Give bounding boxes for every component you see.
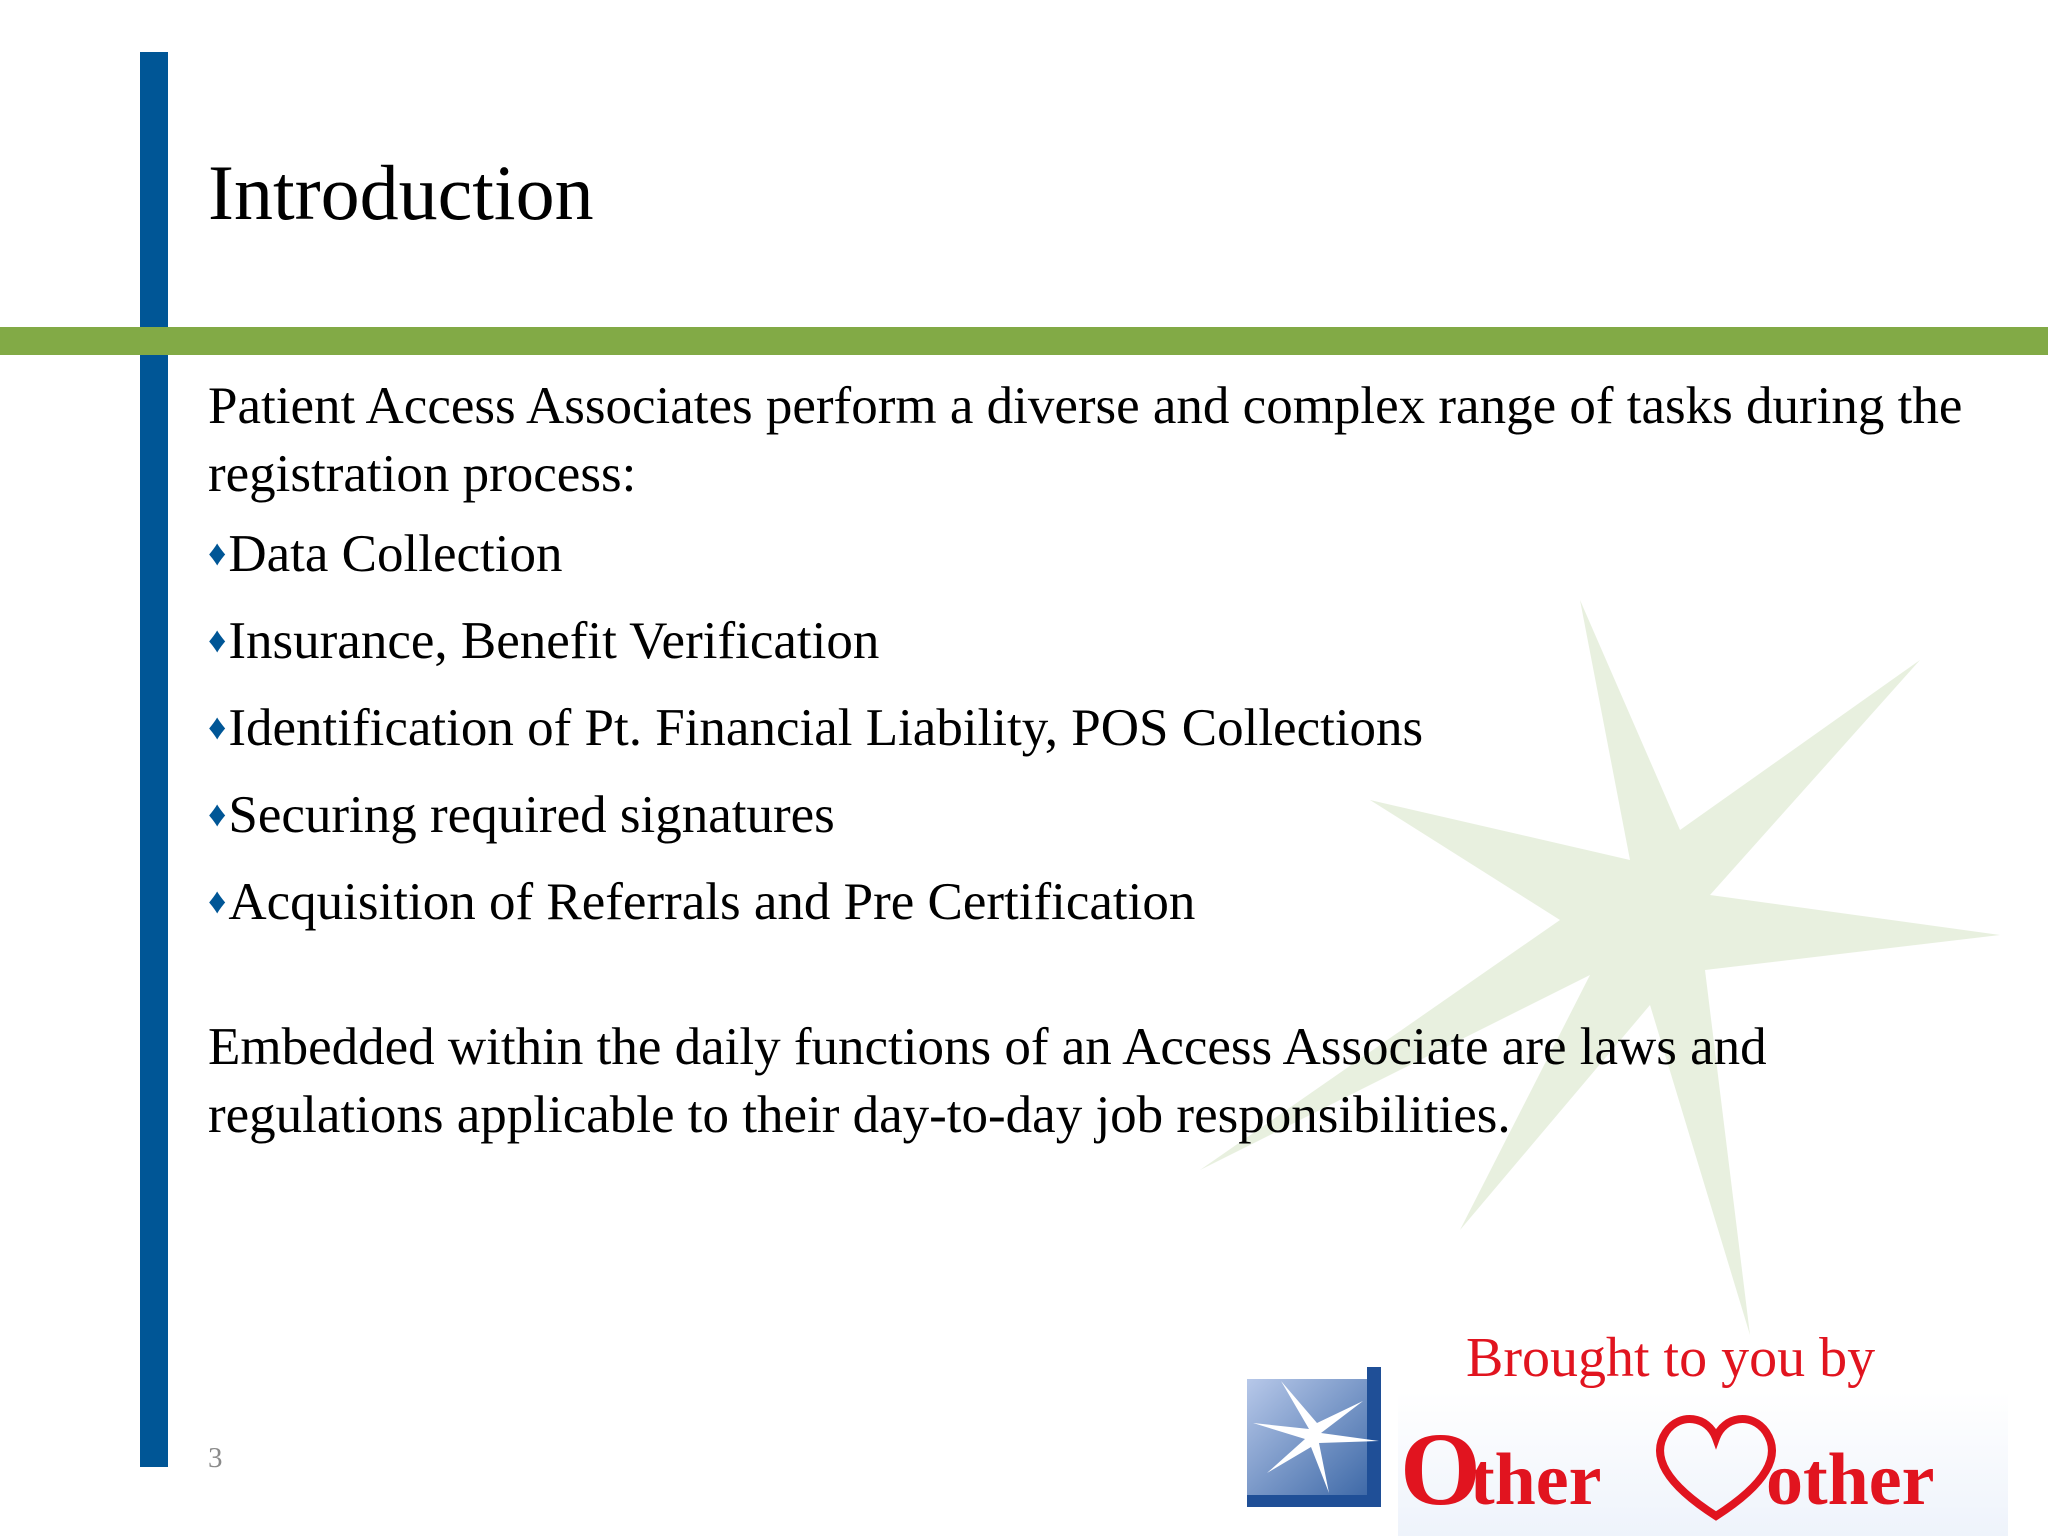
closing-paragraph: Embedded within the daily functions of an Access Associate are laws and regulations applicable to their day-to-day job responsibilities. — [208, 1018, 1767, 1144]
svg-text:ther: ther — [1470, 1439, 1602, 1521]
list-item-text: Insurance, Benefit Verification — [228, 612, 880, 670]
list-item-text: Securing required signatures — [228, 786, 835, 844]
svg-text:O: O — [1400, 1412, 1481, 1527]
list-item — [208, 520, 1998, 593]
othermother-wordmark — [1398, 1392, 2008, 1536]
vertical-accent-bar — [140, 52, 168, 1467]
horizontal-accent-bar — [0, 327, 2048, 355]
diamond-bullet-icon: ♦ — [208, 707, 227, 747]
list-item — [208, 607, 1998, 680]
list-item-text: Identification of Pt. Financial Liability, POS Collections — [228, 699, 1424, 757]
diamond-bullet-icon: ♦ — [208, 794, 227, 834]
intro-paragraph: Patient Access Associates perform a diverse and complex range of tasks during the registration process: — [208, 377, 1963, 503]
svg-text:other: other — [1766, 1439, 1935, 1521]
diamond-bullet-icon: ♦ — [208, 620, 227, 660]
list-item — [208, 781, 1998, 854]
slide-number: 3 — [208, 1442, 223, 1474]
diamond-bullet-icon: ♦ — [208, 881, 227, 921]
heart-outline-icon — [1660, 1419, 1772, 1516]
slide-title: Introduction — [208, 149, 594, 236]
list-item-text: Acquisition of Referrals and Pre Certification — [228, 873, 1196, 931]
slide-body — [208, 372, 1998, 1149]
list-item — [208, 694, 1998, 767]
star-in-box-icon — [1245, 1367, 1388, 1507]
brand-tagline: Brought to you by — [1466, 1327, 1876, 1389]
task-list — [208, 520, 1998, 941]
diamond-bullet-icon: ♦ — [208, 533, 227, 573]
list-item — [208, 868, 1998, 941]
list-item-text: Data Collection — [228, 525, 563, 583]
